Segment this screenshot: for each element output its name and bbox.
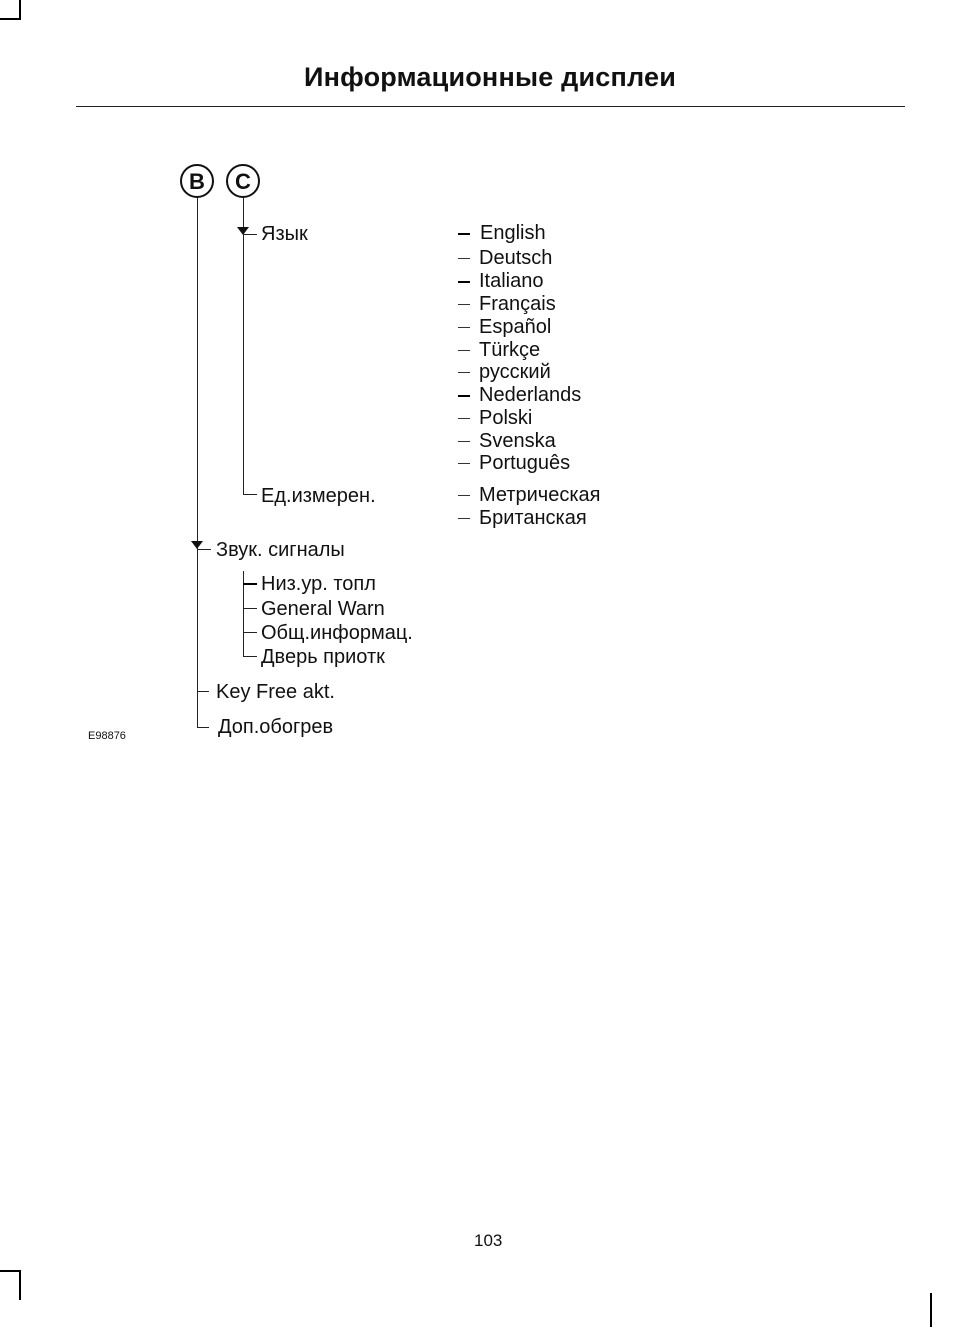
tree-branch — [243, 583, 257, 585]
crop-mark — [0, 1270, 20, 1272]
crop-mark — [930, 1293, 932, 1327]
dash — [458, 395, 470, 397]
page-number: 103 — [474, 1231, 503, 1250]
badge-c: C — [226, 164, 260, 198]
language-option: Italiano — [479, 270, 544, 292]
language-option: Türkçe — [479, 339, 541, 361]
menu-item-units: Ед.измерен. — [261, 485, 376, 507]
language-option: Deutsch — [479, 247, 553, 269]
dash — [458, 441, 470, 442]
dash — [458, 350, 470, 351]
arrow-down-icon — [191, 541, 203, 549]
dash — [458, 258, 470, 259]
tree-branch — [243, 234, 257, 235]
tree-line-c — [243, 198, 244, 494]
language-option: Nederlands — [479, 384, 582, 406]
dash — [458, 304, 470, 305]
page-title: Информационные дисплеи — [304, 62, 676, 92]
dash — [458, 327, 470, 328]
badge-b: B — [180, 164, 214, 198]
dash — [458, 281, 470, 283]
dash — [458, 372, 470, 373]
language-option: English — [480, 222, 546, 244]
language-option: Português — [479, 452, 571, 474]
language-option: Español — [479, 316, 552, 338]
tree-branch — [197, 691, 209, 692]
language-option: русский — [479, 361, 551, 383]
menu-item-heater: Доп.обогрев — [218, 716, 334, 738]
language-option: Français — [479, 293, 556, 315]
menu-item-language: Язык — [261, 223, 308, 245]
crop-mark — [0, 18, 20, 20]
tree-line-b — [197, 198, 198, 728]
language-option: Svenska — [479, 430, 556, 452]
units-option: Британская — [479, 507, 587, 529]
menu-item-sounds: Звук. сигналы — [216, 539, 345, 561]
crop-mark — [19, 0, 21, 20]
sound-item: Общ.информац. — [261, 622, 413, 644]
dash — [458, 233, 470, 235]
units-option: Метрическая — [479, 484, 601, 506]
tree-branch — [197, 549, 211, 550]
tree-branch — [197, 727, 209, 728]
tree-branch — [243, 494, 257, 495]
header-rule — [76, 106, 905, 107]
crop-mark — [19, 1270, 21, 1300]
dash — [458, 463, 470, 464]
sound-item: Дверь приотк — [261, 646, 385, 668]
dash — [458, 518, 470, 519]
dash — [458, 418, 470, 419]
sound-item: Низ.ур. топл — [261, 573, 376, 595]
figure-id: E98876 — [88, 730, 126, 742]
language-option: Polski — [479, 407, 533, 429]
menu-item-keyfree: Key Free akt. — [216, 681, 335, 703]
dash — [458, 495, 470, 496]
tree-branch — [243, 608, 257, 609]
tree-branch — [243, 656, 257, 657]
tree-branch — [243, 632, 257, 633]
sound-item: General Warn — [261, 598, 385, 620]
